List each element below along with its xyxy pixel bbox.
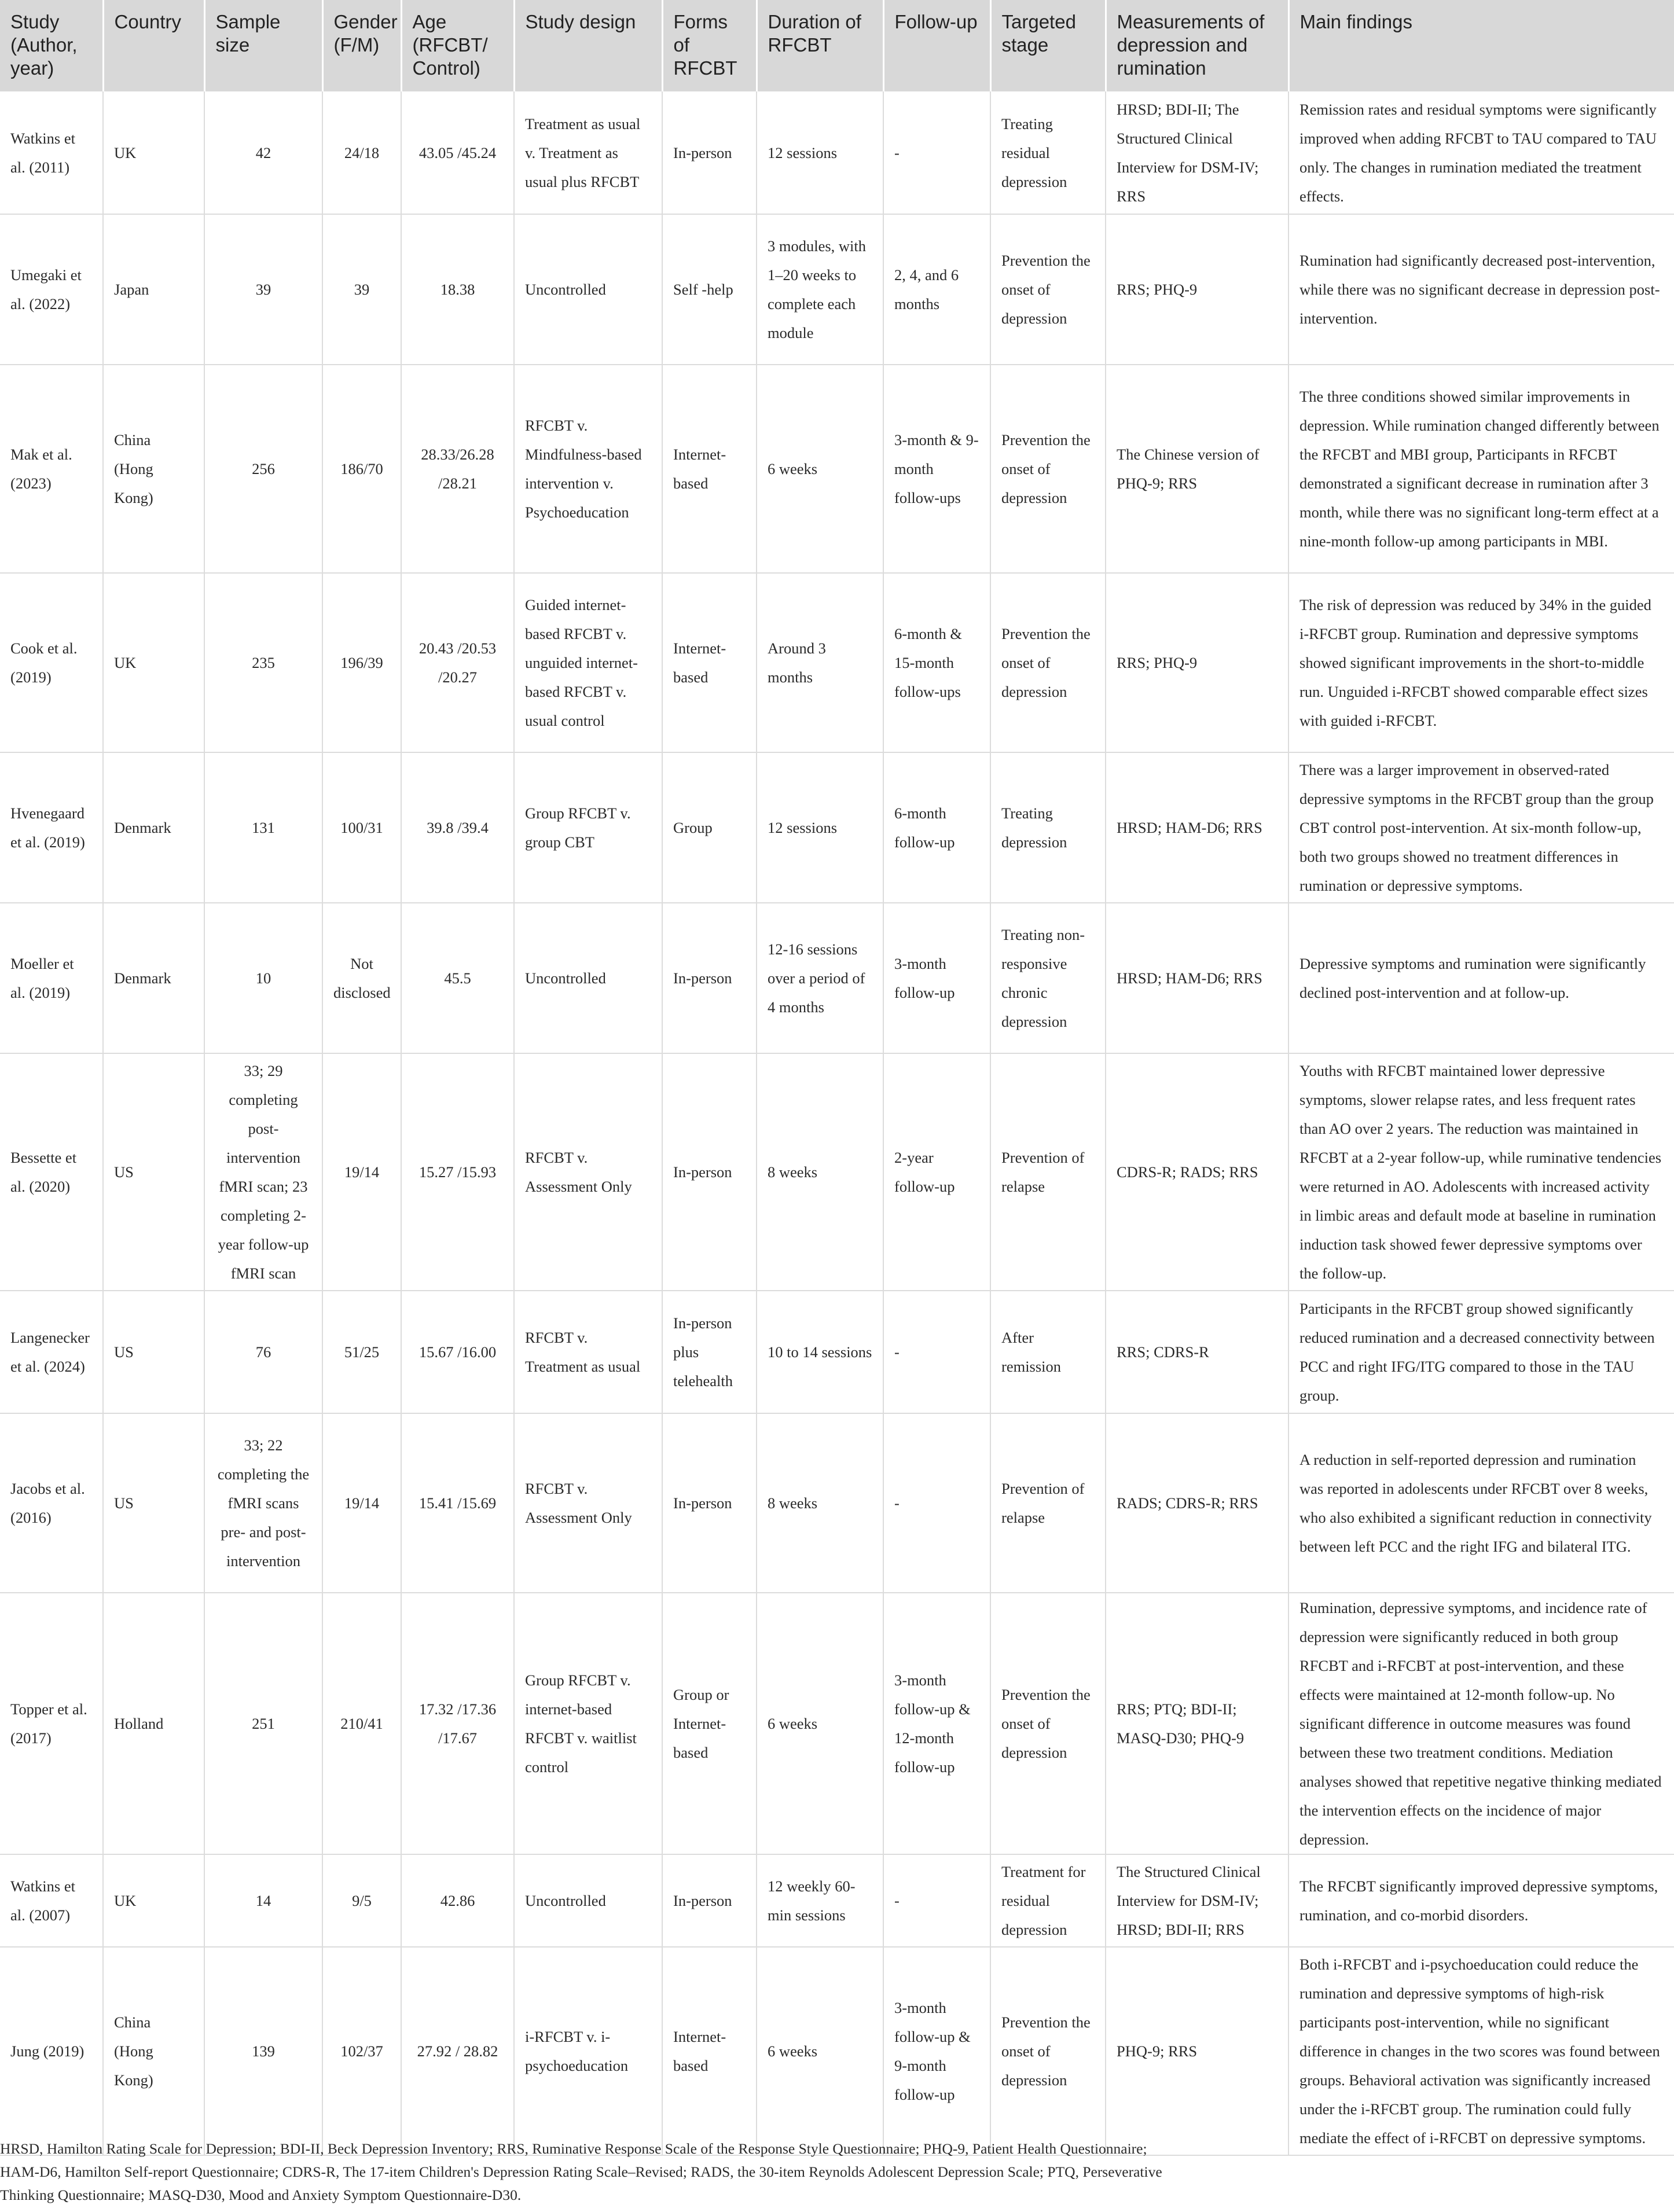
header-age: Age (RFCBT/ Control)	[401, 0, 514, 91]
measurements-cell: RRS; CDRS-R	[1106, 1291, 1288, 1413]
sample-size-cell: 256	[204, 365, 322, 573]
measurements-cell: RADS; CDRS-R; RRS	[1106, 1413, 1288, 1593]
duration-cell: 12-16 sessions over a period of 4 months	[757, 903, 883, 1053]
country-cell: Holland	[103, 1593, 204, 1854]
study-design-cell: i-RFCBT v. i-psychoeducation	[514, 1947, 662, 2155]
header-follow-up: Follow-up	[883, 0, 990, 91]
forms-cell: In-person	[662, 1854, 757, 1947]
forms-cell: In-person	[662, 1053, 757, 1291]
study-design-cell: Uncontrolled	[514, 903, 662, 1053]
duration-cell: 8 weeks	[757, 1413, 883, 1593]
measurements-cell: RRS; PTQ; BDI-II; MASQ-D30; PHQ-9	[1106, 1593, 1288, 1854]
age-cell: 15.67 /16.00	[401, 1291, 514, 1413]
duration-cell: 12 sessions	[757, 91, 883, 214]
table-row	[0, 752, 1674, 903]
targeted-stage-cell: Prevention the onset of depression	[990, 365, 1106, 573]
header-duration: Duration of RFCBT	[757, 0, 883, 91]
gender-cell: 210/41	[322, 1593, 401, 1854]
measurements-cell: The Chinese version of PHQ-9; RRS	[1106, 365, 1288, 573]
follow-up-cell: -	[883, 1854, 990, 1947]
gender-cell: Not disclosed	[322, 903, 401, 1053]
duration-cell: 3 modules, with 1–20 weeks to complete each module	[757, 214, 883, 365]
header-study: Study (Author, year)	[0, 0, 103, 91]
forms-cell: Group	[662, 752, 757, 903]
header-study-design: Study design	[514, 0, 662, 91]
main-findings-cell: Participants in the RFCBT group showed significantly reduced rumination and a decreased connectivity between PCC and right IFG/ITG compared to those in the TAU group.	[1288, 1291, 1674, 1413]
main-findings-cell: There was a larger improvement in observed-rated depressive symptoms in the RFCBT group than the group CBT control post-intervention. At six-month follow-up, both two groups showed no treatment differences in rumination or depressive symptoms.	[1288, 752, 1674, 903]
forms-cell: In-person plus telehealth	[662, 1291, 757, 1413]
targeted-stage-cell: After remission	[990, 1291, 1106, 1413]
main-findings-cell: Rumination, depressive symptoms, and incidence rate of depression were significantly reduced in both group RFCBT and i-RFCBT at post-intervention, and these effects were maintained at 12-month follow-up. No significant difference in outcome measures was found between these two treatment conditions. Mediation analyses showed that repetitive negative thinking mediated the intervention effects on the incidence of major depression.	[1288, 1593, 1674, 1854]
follow-up-cell: 3-month follow-up & 9-month follow-up	[883, 1947, 990, 2155]
follow-up-cell: 6-month & 15-month follow-ups	[883, 573, 990, 752]
follow-up-cell: -	[883, 91, 990, 214]
gender-cell: 19/14	[322, 1413, 401, 1593]
study-link[interactable]: Topper et al. (2017)	[0, 1593, 103, 1854]
sample-size-cell: 42	[204, 91, 322, 214]
sample-size-cell: 235	[204, 573, 322, 752]
study-link[interactable]: Langenecker et al. (2024)	[0, 1291, 103, 1413]
country-cell: US	[103, 1413, 204, 1593]
duration-cell: 12 sessions	[757, 752, 883, 903]
study-design-cell: RFCBT v. Treatment as usual	[514, 1291, 662, 1413]
forms-cell: Internet-based	[662, 365, 757, 573]
main-findings-cell: A reduction in self-reported depression and rumination was reported in adolescents under RFCBT over 8 weeks, who also exhibited a significant reduction in connectivity between left PCC and the right IFG and bilateral ITG.	[1288, 1413, 1674, 1593]
table-row	[0, 1854, 1674, 1947]
age-cell: 45.5	[401, 903, 514, 1053]
study-link[interactable]: Watkins et al. (2011)	[0, 91, 103, 214]
header-measurements: Measurements of depression and rumination	[1106, 0, 1288, 91]
follow-up-cell: -	[883, 1291, 990, 1413]
forms-cell: Internet-based	[662, 573, 757, 752]
table-row	[0, 1947, 1674, 2155]
gender-cell: 39	[322, 214, 401, 365]
gender-cell: 186/70	[322, 365, 401, 573]
table-row	[0, 91, 1674, 214]
main-findings-cell: Both i-RFCBT and i-psychoeducation could reduce the rumination and depressive symptoms of high-risk participants post-intervention, while no significant difference in changes in the two scores was found between groups. Behavioral activation was significantly increased under the i-RFCBT group. The rumination could fully mediate the effect of i-RFCBT on depressive symptoms.	[1288, 1947, 1674, 2155]
age-cell: 42.86	[401, 1854, 514, 1947]
table-row	[0, 1593, 1674, 1854]
targeted-stage-cell: Treating depression	[990, 752, 1106, 903]
country-cell: China (Hong Kong)	[103, 1947, 204, 2155]
sample-size-cell: 14	[204, 1854, 322, 1947]
header-gender: Gender (F/M)	[322, 0, 401, 91]
duration-cell: Around 3 months	[757, 573, 883, 752]
study-design-cell: Group RFCBT v. group CBT	[514, 752, 662, 903]
study-link[interactable]: Jacobs et al. (2016)	[0, 1413, 103, 1593]
study-link[interactable]: Watkins et al. (2007)	[0, 1854, 103, 1947]
measurements-cell: CDRS-R; RADS; RRS	[1106, 1053, 1288, 1291]
study-design-cell: Uncontrolled	[514, 214, 662, 365]
main-findings-cell: The risk of depression was reduced by 34% in the guided i-RFCBT group. Rumination and depressive symptoms showed significant improvements in the short-to-middle run. Unguided i-RFCBT showed comparable effect sizes with guided i-RFCBT.	[1288, 573, 1674, 752]
age-cell: 20.43 /20.53 /20.27	[401, 573, 514, 752]
table-row	[0, 214, 1674, 365]
gender-cell: 9/5	[322, 1854, 401, 1947]
follow-up-cell: 3-month & 9-month follow-ups	[883, 365, 990, 573]
gender-cell: 19/14	[322, 1053, 401, 1291]
gender-cell: 24/18	[322, 91, 401, 214]
study-link[interactable]: Umegaki et al. (2022)	[0, 214, 103, 365]
study-design-cell: Guided internet-based RFCBT v. unguided internet-based RFCBT v. usual control	[514, 573, 662, 752]
sample-size-cell: 33; 22 completing the fMRI scans pre- and post-intervention	[204, 1413, 322, 1593]
targeted-stage-cell: Treating residual depression	[990, 91, 1106, 214]
study-link[interactable]: Moeller et al. (2019)	[0, 903, 103, 1053]
table-row	[0, 365, 1674, 573]
gender-cell: 100/31	[322, 752, 401, 903]
measurements-cell: HRSD; HAM-D6; RRS	[1106, 903, 1288, 1053]
targeted-stage-cell: Prevention of relapse	[990, 1053, 1106, 1291]
measurements-cell: RRS; PHQ-9	[1106, 214, 1288, 365]
main-findings-cell: The RFCBT significantly improved depressive symptoms, rumination, and co-morbid disorders.	[1288, 1854, 1674, 1947]
follow-up-cell: 2-year follow-up	[883, 1053, 990, 1291]
header-row	[0, 0, 1674, 91]
table-footnote: HRSD, Hamilton Rating Scale for Depression; BDI-II, Beck Depression Inventory; RRS, Ruminative Response Scale of the Response Style Questionnaire; PHQ-9, Patient Health Questionnaire; HAM-D6, Hamilton Self-report Questionnaire; CDRS-R, The 17-item Children's Depression Rating Scale–Revised; RADS, the 30-item Reynolds Adolescent Depression Scale; PTQ, Perseverative Thinking Questionnaire; MASQ-D30, Mood and Anxiety Symptom Questionnaire-D30.	[0, 2140, 1162, 2203]
measurements-cell: HRSD; HAM-D6; RRS	[1106, 752, 1288, 903]
duration-cell: 10 to 14 sessions	[757, 1291, 883, 1413]
targeted-stage-cell: Treating non-responsive chronic depression	[990, 903, 1106, 1053]
forms-cell: In-person	[662, 91, 757, 214]
targeted-stage-cell: Prevention the onset of depression	[990, 1593, 1106, 1854]
age-cell: 28.33/26.28 /28.21	[401, 365, 514, 573]
study-design-cell: RFCBT v. Mindfulness-based intervention v. Psychoeducation	[514, 365, 662, 573]
study-design-cell: RFCBT v. Assessment Only	[514, 1053, 662, 1291]
study-design-cell: Group RFCBT v. internet-based RFCBT v. waitlist control	[514, 1593, 662, 1854]
forms-cell: In-person	[662, 903, 757, 1053]
forms-cell: In-person	[662, 1413, 757, 1593]
measurements-cell: HRSD; BDI-II; The Structured Clinical Interview for DSM-IV; RRS	[1106, 91, 1288, 214]
header-sample-size: Sample size	[204, 0, 322, 91]
study-design-cell: RFCBT v. Assessment Only	[514, 1413, 662, 1593]
follow-up-cell: 2, 4, and 6 months	[883, 214, 990, 365]
duration-cell: 6 weeks	[757, 1593, 883, 1854]
sample-size-cell: 251	[204, 1593, 322, 1854]
targeted-stage-cell: Prevention the onset of depression	[990, 573, 1106, 752]
header-forms: Forms of RFCBT	[662, 0, 757, 91]
main-findings-cell: Remission rates and residual symptoms were significantly improved when adding RFCBT to TAU compared to TAU only. The changes in rumination mediated the treatment effects.	[1288, 91, 1674, 214]
gender-cell: 102/37	[322, 1947, 401, 2155]
follow-up-cell: 6-month follow-up	[883, 752, 990, 903]
duration-cell: 6 weeks	[757, 365, 883, 573]
study-link[interactable]: Mak et al. (2023)	[0, 365, 103, 573]
study-link[interactable]: Cook et al. (2019)	[0, 573, 103, 752]
targeted-stage-cell: Prevention of relapse	[990, 1413, 1106, 1593]
country-cell: Denmark	[103, 752, 204, 903]
table-row	[0, 1291, 1674, 1413]
age-cell: 15.41 /15.69	[401, 1413, 514, 1593]
gender-cell: 51/25	[322, 1291, 401, 1413]
forms-cell: Internet-based	[662, 1947, 757, 2155]
age-cell: 15.27 /15.93	[401, 1053, 514, 1291]
age-cell: 18.38	[401, 214, 514, 365]
country-cell: US	[103, 1291, 204, 1413]
age-cell: 17.32 /17.36 /17.67	[401, 1593, 514, 1854]
targeted-stage-cell: Prevention the onset of depression	[990, 1947, 1106, 2155]
age-cell: 39.8 /39.4	[401, 752, 514, 903]
table-row	[0, 1053, 1674, 1291]
country-cell: UK	[103, 1854, 204, 1947]
country-cell: UK	[103, 91, 204, 214]
country-cell: China (Hong Kong)	[103, 365, 204, 573]
sample-size-cell: 33; 29 completing post-intervention fMRI scan; 23 completing 2-year follow-up fMRI scan	[204, 1053, 322, 1291]
main-findings-cell: Rumination had significantly decreased post-intervention, while there was no significant decrease in depression post-intervention.	[1288, 214, 1674, 365]
country-cell: Denmark	[103, 903, 204, 1053]
measurements-cell: The Structured Clinical Interview for DSM-IV; HRSD; BDI-II; RRS	[1106, 1854, 1288, 1947]
forms-cell: Group or Internet-based	[662, 1593, 757, 1854]
header-targeted-stage: Targeted stage	[990, 0, 1106, 91]
sample-size-cell: 131	[204, 752, 322, 903]
study-link[interactable]: Hvenegaard et al. (2019)	[0, 752, 103, 903]
table-row	[0, 573, 1674, 752]
sample-size-cell: 39	[204, 214, 322, 365]
measurements-cell: PHQ-9; RRS	[1106, 1947, 1288, 2155]
sample-size-cell: 139	[204, 1947, 322, 2155]
main-findings-cell: Depressive symptoms and rumination were significantly declined post-intervention and at follow-up.	[1288, 903, 1674, 1053]
table-row	[0, 1413, 1674, 1593]
study-link[interactable]: Jung (2019)	[0, 1947, 103, 2155]
forms-cell: Self -help	[662, 214, 757, 365]
age-cell: 27.92 / 28.82	[401, 1947, 514, 2155]
follow-up-cell: 3-month follow-up	[883, 903, 990, 1053]
duration-cell: 6 weeks	[757, 1947, 883, 2155]
study-link[interactable]: Bessette et al. (2020)	[0, 1053, 103, 1291]
gender-cell: 196/39	[322, 573, 401, 752]
main-findings-cell: The three conditions showed similar improvements in depression. While rumination changed differently between the RFCBT and MBI group, Participants in RFCBT demonstrated a significant decrease in rumination after 3 month, while there was no significant long-term effect at a nine-month follow-up among participants in MBI.	[1288, 365, 1674, 573]
header-main-findings: Main findings	[1288, 0, 1674, 91]
sample-size-cell: 76	[204, 1291, 322, 1413]
main-findings-cell: Youths with RFCBT maintained lower depressive symptoms, slower relapse rates, and less frequent rates than AO over 2 years. The reduction was maintained in RFCBT at a 2-year follow-up, while ruminative tendencies were returned in AO. Adolescents with increased activity in limbic areas and default mode at baseline in rumination induction task showed fewer depressive symptoms over the follow-up.	[1288, 1053, 1674, 1291]
duration-cell: 12 weekly 60-min sessions	[757, 1854, 883, 1947]
duration-cell: 8 weeks	[757, 1053, 883, 1291]
country-cell: Japan	[103, 214, 204, 365]
sample-size-cell: 10	[204, 903, 322, 1053]
country-cell: US	[103, 1053, 204, 1291]
follow-up-cell: 3-month follow-up & 12-month follow-up	[883, 1593, 990, 1854]
study-design-cell: Uncontrolled	[514, 1854, 662, 1947]
table-row	[0, 903, 1674, 1053]
follow-up-cell: -	[883, 1413, 990, 1593]
targeted-stage-cell: Prevention the onset of depression	[990, 214, 1106, 365]
measurements-cell: RRS; PHQ-9	[1106, 573, 1288, 752]
header-country: Country	[103, 0, 204, 91]
country-cell: UK	[103, 573, 204, 752]
study-design-cell: Treatment as usual v. Treatment as usual plus RFCBT	[514, 91, 662, 214]
age-cell: 43.05 /45.24	[401, 91, 514, 214]
targeted-stage-cell: Treatment for residual depression	[990, 1854, 1106, 1947]
